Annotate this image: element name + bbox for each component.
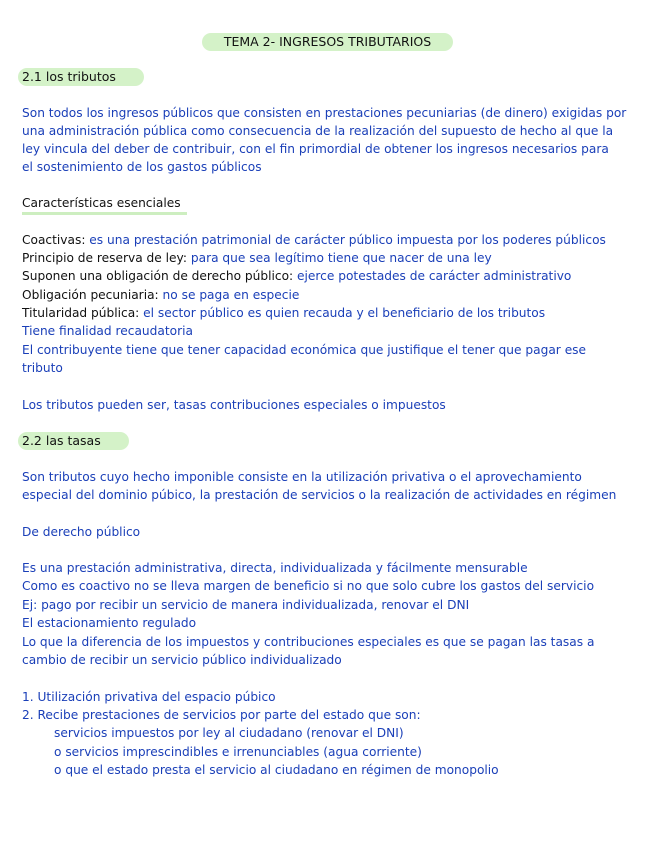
characteristic-item — [22, 231, 606, 249]
sublist-item: o que el estado presta el servicio al ciudadano en régimen de monopolio — [54, 763, 499, 777]
characteristic-item — [22, 267, 571, 285]
tasa-line: Ej: pago por recibir un servicio de manera individualizada, renovar el DNI — [22, 598, 470, 612]
section-heading-tasas: 2.2 las tasas — [18, 432, 129, 450]
characteristic-text: para que sea legítimo tiene que nacer de una ley — [186, 251, 492, 265]
tasa-line: Como es coactivo no se lleva margen de beneficio si no que solo cubre los gastos del servicio — [22, 579, 595, 593]
characteristic-term: Obligación pecuniaria: — [22, 288, 159, 302]
characteristic-line: tributo — [22, 361, 63, 375]
paragraph-line: el sostenimiento de los gastos públicos — [22, 160, 262, 174]
tasa-line: Lo que la diferencia de los impuestos y contribuciones especiales es que se pagan las tasas a — [22, 635, 595, 649]
paragraph-line: especial del dominio púbico, la prestación de servicios o la realización de actividades en régimen — [22, 488, 617, 502]
section-heading-tributos: 2.1 los tributos — [18, 68, 144, 86]
paragraph-line: Son tributos cuyo hecho imponible consiste en la utilización privativa o el aprovechamiento — [22, 470, 582, 484]
characteristic-text: ejerce potestades de carácter administrativo — [293, 269, 572, 283]
characteristic-item — [22, 286, 299, 304]
sublist-item: servicios impuestos por ley al ciudadano (renovar el DNI) — [54, 726, 404, 740]
characteristic-item — [22, 304, 545, 322]
characteristic-term: Coactivas: — [22, 233, 86, 247]
characteristic-term: Principio de reserva de ley: — [22, 251, 187, 265]
characteristic-term: Titularidad pública: — [22, 306, 140, 320]
list-item: 2. Recibe prestaciones de servicios por parte del estado que son: — [22, 708, 421, 722]
characteristics-heading: Características esenciales — [22, 194, 187, 215]
characteristic-text: no se paga en especie — [158, 288, 300, 302]
title-wrapper — [0, 33, 655, 51]
list-item: 1. Utilización privativa del espacio púbico — [22, 690, 276, 704]
characteristic-text: el sector público es quien recauda y el beneficiario de los tributos — [139, 306, 546, 320]
characteristic-line: Tiene finalidad recaudatoria — [22, 324, 193, 338]
characteristic-line: El contribuyente tiene que tener capacidad económica que justifique el tener que pagar ese — [22, 343, 587, 357]
characteristic-term: Suponen una obligación de derecho público: — [22, 269, 294, 283]
paragraph-line: una administración pública como consecuencia de la realización del supuesto de hecho al que la — [22, 124, 614, 138]
public-law-line: De derecho público — [22, 525, 141, 539]
sublist-item: o servicios imprescindibles e irrenunciables (agua corriente) — [54, 745, 422, 759]
tribute-types-line: Los tributos pueden ser, tasas contribuciones especiales o impuestos — [22, 398, 446, 412]
tasa-line: Es una prestación administrativa, directa, individualizada y fácilmente mensurable — [22, 561, 528, 575]
characteristic-item — [22, 249, 492, 267]
tasa-line: El estacionamiento regulado — [22, 616, 197, 630]
paragraph-line: Son todos los ingresos públicos que consisten en prestaciones pecuniarias (de dinero) exigidas por — [22, 106, 627, 120]
paragraph-line: ley vincula del deber de contribuir, con el fin primordial de obtener los ingresos necesarios para — [22, 142, 609, 156]
document-title: TEMA 2- INGRESOS TRIBUTARIOS — [202, 33, 453, 51]
tasa-line: cambio de recibir un servicio público individualizado — [22, 653, 342, 667]
characteristic-text: es una prestación patrimonial de carácter público impuesta por los poderes públicos — [85, 233, 606, 247]
